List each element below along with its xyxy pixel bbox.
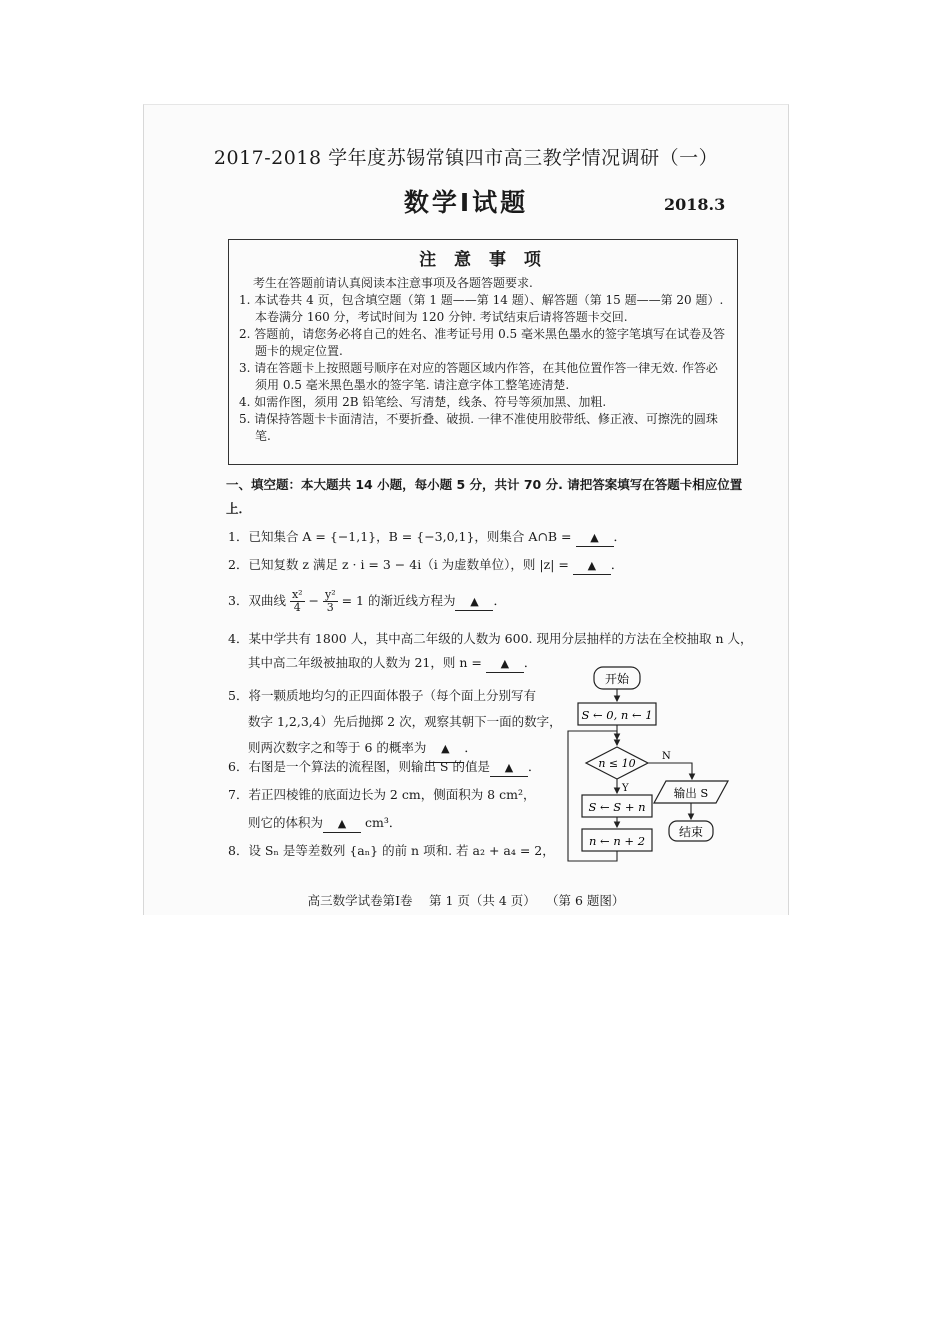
- question-2: [228, 557, 623, 575]
- question-text: ．: [523, 655, 537, 670]
- denominator: 4: [293, 601, 301, 614]
- question-text: ．: [493, 593, 506, 608]
- question-8: [228, 843, 555, 859]
- question-text: 3．双曲线: [228, 593, 290, 608]
- fraction: [323, 589, 338, 614]
- page-footer: 高三数学试卷第Ⅰ卷 第 1 页（共 4 页） （第 6 题图）: [307, 893, 625, 908]
- answer-blank: ▲: [323, 816, 361, 833]
- exam-page: [143, 104, 789, 915]
- flow-arrow: [648, 763, 692, 779]
- no-label: N: [662, 751, 671, 762]
- fraction: [290, 589, 305, 614]
- answer-blank: ▲: [455, 594, 493, 611]
- numerator: x²: [291, 588, 303, 601]
- denominator: 3: [326, 601, 334, 614]
- answer-blank: ▲: [426, 736, 464, 763]
- init-label: S ← 0, n ← 1: [581, 708, 653, 722]
- question-text: 则两次数字之和等于 6 的概率为: [248, 740, 427, 755]
- answer-blank: ▲: [573, 558, 611, 575]
- condition-label: n ≤ 10: [598, 757, 636, 770]
- question-text: 4．某中学共有 1800 人，其中高二年级的人数为 600. 现用分层抽样的方法在全校抽取 n 人，: [228, 631, 753, 646]
- end-label: 结束: [678, 825, 704, 839]
- notice-title: 注 意 事 项: [419, 250, 547, 270]
- start-label: 开始: [604, 672, 630, 686]
- update-s-label: S ← S + n: [588, 800, 646, 814]
- numerator: y²: [324, 588, 336, 601]
- question-text: 7．若正四棱锥的底面边长为 2 cm，侧面积为 8 cm²，: [228, 787, 536, 802]
- subject-title: 数学Ⅰ试题: [403, 188, 529, 217]
- notice-item: 3. 请在答题卡上按照题号顺序在对应的答题区域内作答，在其他位置作答一律无效. 作答必须用 0.5 毫米黑色墨水的签字笔. 请注意字体工整笔迹清楚.: [239, 361, 718, 392]
- question-text: 6．右图是一个算法的流程图，则输出 S 的值是: [228, 759, 490, 774]
- question-text: ．: [464, 740, 477, 755]
- question-7: [228, 787, 535, 833]
- notice-intro: 考生在答题前请认真阅读本注意事项及各题答题要求.: [253, 276, 533, 290]
- exam-date: 2018.3: [664, 195, 726, 214]
- question-text: cm³．: [361, 815, 402, 830]
- notice-item: 4. 如需作图，须用 2B 铅笔绘、写清楚，线条、符号等须加黑、加粗.: [239, 395, 607, 409]
- question-1: [228, 529, 626, 547]
- section-heading: 一、填空题：本大题共 14 小题，每小题 5 分，共计 70 分. 请把答案填写在答题卡相应位置上．: [226, 477, 743, 516]
- question-text: = 1 的渐近线方程为: [337, 593, 456, 608]
- question-text: 其中高二年级被抽取的人数为 21，则 n =: [248, 655, 486, 670]
- answer-blank: ▲: [490, 760, 528, 777]
- notice-item: 2. 答题前，请您务必将自己的姓名、准考证号用 0.5 毫米黑色墨水的签字笔填写在试卷及答题卡的规定位置.: [239, 327, 725, 358]
- notice-item: 1. 本试卷共 4 页，包含填空题（第 1 题——第 14 题）、解答题（第 15 题——第 20 题）. 本卷满分 160 分，考试时间为 120 分钟. 考试结束后请将答题卡交回.: [239, 293, 724, 324]
- update-n-label: n ← n + 2: [588, 834, 646, 848]
- question-text: ．: [613, 529, 627, 544]
- notice-box: [228, 239, 738, 465]
- output-label: 输出 S: [673, 786, 709, 800]
- exam-title: 2017-2018 学年度苏锡常镇四市高三教学情况调研（一）: [213, 147, 719, 169]
- question-5: [228, 683, 562, 763]
- answer-blank: ▲: [576, 530, 614, 547]
- question-text: 8．设 Sₙ 是等差数列 {aₙ} 的前 n 项和. 若 a₂ + a₄ = 2，: [228, 843, 555, 858]
- flowchart-diagram: [562, 663, 746, 869]
- question-3: [228, 589, 506, 614]
- question-text: 则它的体积为: [248, 815, 324, 830]
- yes-label: Y: [622, 783, 629, 794]
- question-6: [228, 759, 540, 777]
- notice-item: 5. 请保持答题卡卡面清洁，不要折叠、破损. 一律不准使用胶带纸、修正液、可擦洗的圆珠笔.: [239, 412, 718, 443]
- answer-blank: ▲: [486, 656, 524, 673]
- question-text: 5．将一颗质地均匀的正四面体骰子（每个面上分别写有: [228, 688, 536, 703]
- question-text: 1．已知集合 A = {−1,1}，B = {−3,0,1}，则集合 A∩B =: [228, 529, 576, 544]
- operator: −: [304, 593, 323, 608]
- question-text: ．: [610, 557, 624, 572]
- question-text: 数字 1,2,3,4）先后抛掷 2 次，观察其朝下一面的数字，: [248, 714, 562, 729]
- question-text: 2．已知复数 z 满足 z · i = 3 − 4i（i 为虚数单位），则 |z| =: [228, 557, 573, 572]
- question-text: ．: [527, 759, 541, 774]
